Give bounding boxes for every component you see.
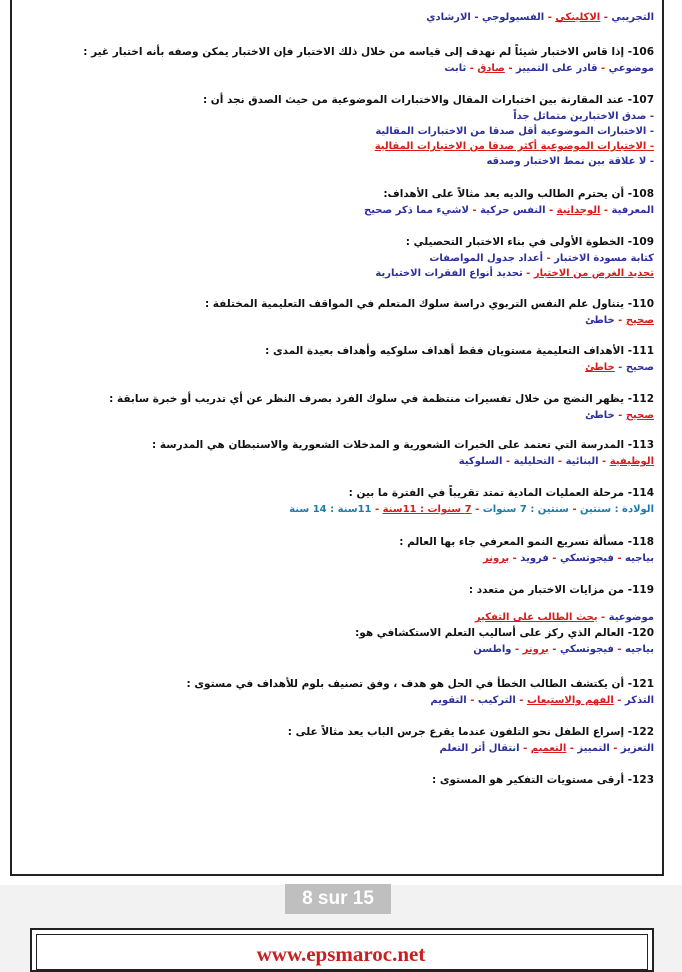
footer-url: www.epsmaroc.net xyxy=(256,942,426,966)
option: بياجيه xyxy=(625,553,654,564)
question-118: 118- مسألة تسريع النمو المعرفي جاء بها العالم : بياجيه - فيجوتسكي - فرويد - برونر xyxy=(28,534,654,566)
question-120: موضوعية - يحث الطالب على التفكير 120- العالم الذي ركز على أساليب التعلم الاستكشافي هو: بياجيه - فيجوتسكي - برونر - واطسن xyxy=(28,610,654,657)
option: الفسيولوجي xyxy=(481,12,545,23)
question-text: 118- مسألة تسريع النمو المعرفي جاء بها العالم : xyxy=(399,536,654,548)
question-119 xyxy=(28,582,654,599)
question-text: 106- إذا قاس الاختبار شيئاً لم نهدف إلى قياسه من خلال ذلك الاختبار فإن الاختبار يمكن وصفه بأنه اختبار غير : xyxy=(83,46,654,58)
question-text: 123- أرقى مستويات التفكير هو المستوى : xyxy=(432,774,654,786)
question-114: 114- مرحلة العمليات المادية تمتد تقريباً في الفترة ما بين : الولادة : سنتين - سنتين : 7 سنوات - 7 سنوات : 11سنة - 11سنة : 14 سنة xyxy=(28,485,654,517)
correct-option: تحديد الغرض من الاختبار xyxy=(533,268,654,279)
option: التمييز xyxy=(577,743,610,754)
question-text: 119- من مزايات الاختبار من متعدد : xyxy=(468,584,654,596)
option: فيجوتسكي xyxy=(559,553,614,564)
question-123 xyxy=(28,772,654,789)
option: البنائية xyxy=(565,456,599,467)
question-107 xyxy=(28,92,654,169)
question-106: 106- إذا قاس الاختبار شيئاً لم نهدف إلى قياسه من خلال ذلك الاختبار فإن الاختبار يمكن وصفه بأنه اختبار غير : موضوعي - قادر على التمييز - صادق - ثابت xyxy=(28,44,654,76)
question-text: 110- يتناول علم النفس التربوي دراسة سلوك المتعلم في المواقف التعليمية المختلفة : xyxy=(204,298,654,310)
option: خاطئ xyxy=(585,315,615,326)
question-113: 113- المدرسة التي تعتمد على الخبرات الشعورية و المدخلات الشعورية والاستبطان هي المدرسة : الوظيفية - البنائية - التحليلية - السلوكية xyxy=(28,437,654,469)
option: انتقال أثر التعلم xyxy=(439,743,520,754)
question-112: 112- يظهر النضج من خلال تفسيرات منتظمة في سلوك الفرد بصرف النظر عن أي تدريب أو خبرة سابقة : صحيح - خاطئ xyxy=(28,391,654,423)
page-indicator: 8 sur 15 xyxy=(285,884,391,914)
answer-line-105: التجريبي - الاكلينكي - الفسيولوجي - الارشادي xyxy=(426,12,654,23)
option: السلوكية xyxy=(458,456,503,467)
option: بياجيه xyxy=(625,644,654,655)
correct-option: التعميم xyxy=(530,743,567,754)
option: أعداد جدول المواصفات xyxy=(429,253,543,264)
correct-option: 7 سنوات : 11سنة xyxy=(382,504,472,515)
question-text: 108- أن يحترم الطالب والديه يعد مثالاً على الأهداف: xyxy=(383,188,654,200)
option: النفس حركية xyxy=(480,205,546,216)
option: الولادة : سنتين xyxy=(580,504,654,515)
option: - الاختبارات الموضوعية أقل صدقا من الاختبارات المقالية xyxy=(375,126,654,137)
correct-option: صادق xyxy=(477,63,505,74)
option: - لا علاقة بين نمط الاختبار وصدقه xyxy=(486,156,654,167)
option: التعزيز xyxy=(620,743,654,754)
correct-option: خاطئ xyxy=(585,362,615,373)
question-text: 112- يظهر النضج من خلال تفسيرات منتظمة في سلوك الفرد بصرف النظر عن أي تدريب أو خبرة سابقة : xyxy=(109,393,654,405)
question-text: 107- عند المقارنة بين اختبارات المقال والاختبارات الموضوعية من حيث الصدق نجد أن : xyxy=(202,94,654,106)
question-109: 109- الخطوة الأولى في بناء الاختبار التحصيلي : كتابة مسودة الاختبار - أعداد جدول المواصفات تحديد الغرض من الاختبار - تحديد أنواع الفقرات الاختبارية xyxy=(28,234,654,281)
option: ثابت xyxy=(444,63,467,74)
correct-option: صحيح xyxy=(625,315,654,326)
correct-option: الفهم والاستيعاب xyxy=(526,695,614,706)
question-110: 110- يتناول علم النفس التربوي دراسة سلوك المتعلم في المواقف التعليمية المختلفة : صحيح - خاطئ xyxy=(28,296,654,328)
option: التجريبي xyxy=(611,12,654,23)
option: التركيب xyxy=(477,695,516,706)
question-122: 122- إسراع الطفل نحو التلفون عندما يقرع جرس الباب يعد مثالاً على : التعزيز - التمييز - التعميم - انتقال أثر التعلم xyxy=(28,724,654,756)
correct-option: - الاختبارات الموضوعية أكثر صدقا من الاختبارات المقالية xyxy=(374,141,654,152)
option: لاشيء مما ذكر صحيح xyxy=(364,205,469,216)
option: التحليلية xyxy=(513,456,555,467)
option: فيجوتسكي xyxy=(559,644,614,655)
correct-option: يحث الطالب على التفكير xyxy=(474,612,598,623)
question-text: 122- إسراع الطفل نحو التلفون عندما يقرع جرس الباب يعد مثالاً على : xyxy=(287,726,654,738)
option: التذكر xyxy=(624,695,654,706)
question-text: 109- الخطوة الأولى في بناء الاختبار التحصيلي : xyxy=(405,236,654,248)
option: واطسن xyxy=(473,644,512,655)
question-text: 121- أن يكتشف الطالب الخطأ في الحل هو هدف ، وفق تصنيف بلوم للأهداف في مستوى : xyxy=(186,678,654,690)
question-108: 108- أن يحترم الطالب والديه يعد مثالاً على الأهداف: المعرفية - الوجدانية - النفس حركية - لاشيء مما ذكر صحيح xyxy=(28,186,654,218)
correct-option: الوظيفية xyxy=(609,456,654,467)
correct-option: الوجدانية xyxy=(556,205,601,216)
option: المعرفية xyxy=(611,205,654,216)
option: التقويم xyxy=(430,695,467,706)
question-text: 113- المدرسة التي تعتمد على الخبرات الشعورية و المدخلات الشعورية والاستبطان هي المدرسة : xyxy=(152,439,654,451)
option: قادر على التمييز xyxy=(515,63,598,74)
correct-option: صحيح xyxy=(625,410,654,421)
option: كتابة مسودة الاختبار xyxy=(554,253,654,264)
option: موضوعية xyxy=(608,612,654,623)
option: - صدق الاختبارين متماثل جداً xyxy=(513,111,654,122)
option: صحيح xyxy=(625,362,654,373)
option: 11سنة : 14 سنة xyxy=(289,504,372,515)
correct-option: برونر xyxy=(522,644,549,655)
question-text: 120- العالم الذي ركز على أساليب التعلم الاستكشافي هو: xyxy=(355,627,654,639)
question-111: 111- الأهداف التعليمية مستويان فقط أهداف سلوكيه وأهداف بعيدة المدى : صحيح - خاطئ xyxy=(28,343,654,375)
correct-option: الاكلينكي xyxy=(555,12,601,23)
option: الارشادي xyxy=(426,12,471,23)
correct-option: برونر xyxy=(483,553,510,564)
option: سنتين : 7 سنوات xyxy=(482,504,569,515)
option: تحديد أنواع الفقرات الاختبارية xyxy=(375,268,523,279)
option: خاطئ xyxy=(585,410,615,421)
question-121: 121- أن يكتشف الطالب الخطأ في الحل هو هدف ، وفق تصنيف بلوم للأهداف في مستوى : التذكر - الفهم والاستيعاب - التركيب - التقويم xyxy=(28,676,654,708)
question-text: 111- الأهداف التعليمية مستويان فقط أهداف سلوكيه وأهداف بعيدة المدى : xyxy=(265,345,654,357)
question-text: 114- مرحلة العمليات المادية تمتد تقريباً في الفترة ما بين : xyxy=(348,487,654,499)
option: موضوعي xyxy=(608,63,654,74)
option: فرويد xyxy=(520,553,549,564)
